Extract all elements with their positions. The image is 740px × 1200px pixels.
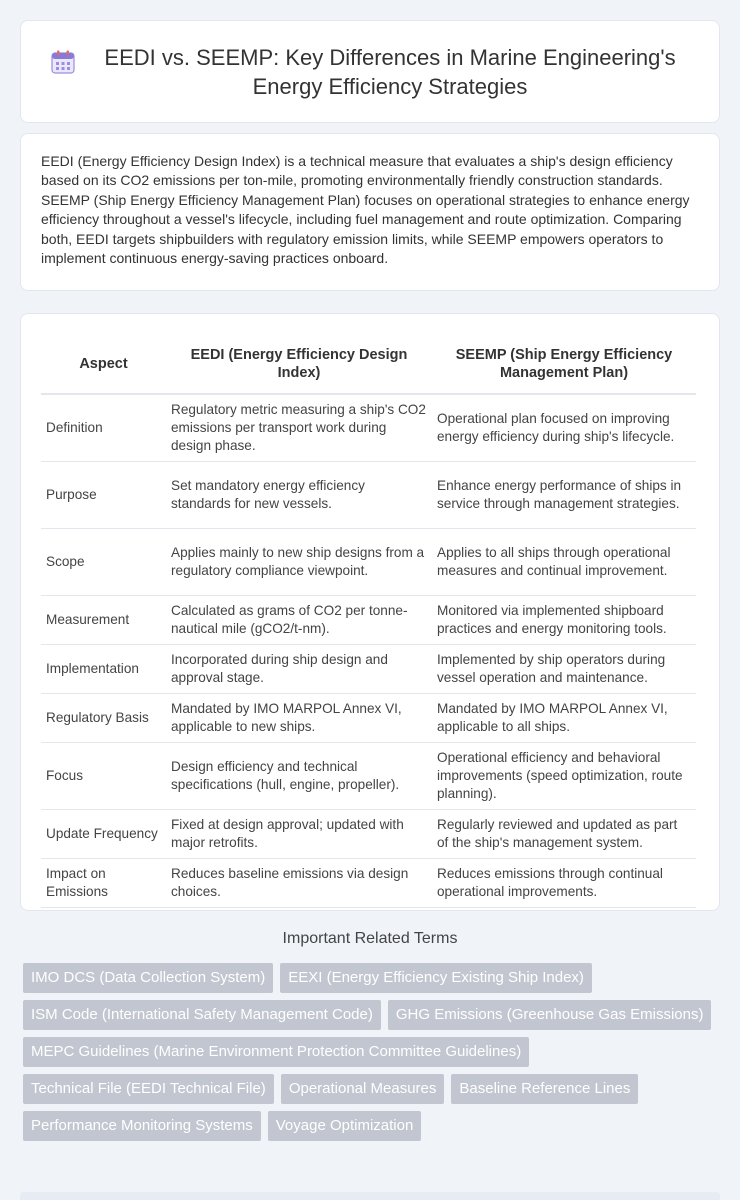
comparison-table [41,334,696,908]
header-seemp: SEEMP (Ship Energy Efficiency Management Plan) [432,334,696,394]
cell-eedi: Calculated as grams of CO2 per tonne-nautical mile (gCO2/t-nm). [166,595,432,644]
cell-eedi: Fixed at design approval; updated with major retrofits. [166,809,432,858]
related-term-tag[interactable]: EEXI (Energy Efficiency Existing Ship Index) [280,963,592,993]
table-row [41,644,696,693]
footer-strip [20,1192,720,1200]
cell-seemp: Operational plan focused on improving energy efficiency during ship's lifecycle. [432,394,696,461]
table-row [41,595,696,644]
related-term-tag[interactable]: Technical File (EEDI Technical File) [23,1074,274,1104]
cell-seemp: Implemented by ship operators during vessel operation and maintenance. [432,644,696,693]
related-term-tag[interactable]: Operational Measures [281,1074,445,1104]
table-row [41,394,696,461]
cell-eedi: Reduces baseline emissions via design choices. [166,858,432,907]
intro-paragraph: EEDI (Energy Efficiency Design Index) is a technical measure that evaluates a ship's design efficiency based on its CO2 emissions per ton-mile, promoting environmentally friendly construction standards. SEEMP (Ship Energy Efficiency Management Plan) focuses on operational strategies to enhance energy efficiency throughout a vessel's lifecycle, including fuel management and route optimization. Comparing both, EEDI targets shipbuilders with regulatory emission limits, while SEEMP empowers operators to implement continuous energy-saving practices onboard. [41,153,690,267]
cell-eedi: Incorporated during ship design and approval stage. [166,644,432,693]
calendar-icon [50,49,76,75]
cell-aspect: Measurement [41,595,166,644]
table-row [41,528,696,595]
related-terms-title: Important Related Terms [282,930,458,947]
related-term-tag[interactable]: Baseline Reference Lines [451,1074,638,1104]
related-term-tag[interactable]: Voyage Optimization [268,1111,422,1141]
related-term-tag[interactable]: GHG Emissions (Greenhouse Gas Emissions) [388,1000,712,1030]
cell-aspect: Impact on Emissions [41,858,166,907]
cell-aspect: Implementation [41,644,166,693]
table-row [41,742,696,809]
page-title: EEDI vs. SEEMP: Key Differences in Marine Engineering's Energy Efficiency Strategies [104,44,676,99]
cell-eedi: Mandated by IMO MARPOL Annex VI, applicable to new ships. [166,693,432,742]
cell-aspect: Purpose [41,461,166,528]
table-row [41,693,696,742]
header-card [20,20,720,123]
cell-eedi: Set mandatory energy efficiency standards for new vessels. [166,461,432,528]
cell-seemp: Applies to all ships through operational measures and continual improvement. [432,528,696,595]
cell-eedi: Regulatory metric measuring a ship's CO2 emissions per transport work during design phase. [166,394,432,461]
related-terms-list [23,963,723,1141]
cell-seemp: Reduces emissions through continual operational improvements. [432,858,696,907]
cell-aspect: Scope [41,528,166,595]
cell-aspect: Update Frequency [41,809,166,858]
comparison-table-card [20,313,720,911]
header-aspect: Aspect [41,334,166,394]
table-row [41,461,696,528]
title-wrap [50,43,690,101]
cell-seemp: Regularly reviewed and updated as part of the ship's management system. [432,809,696,858]
cell-seemp: Operational efficiency and behavioral improvements (speed optimization, route planning). [432,742,696,809]
table-row [41,809,696,858]
cell-seemp: Enhance energy performance of ships in service through management strategies. [432,461,696,528]
table-row [41,858,696,907]
cell-aspect: Definition [41,394,166,461]
cell-seemp: Monitored via implemented shipboard practices and energy monitoring tools. [432,595,696,644]
related-term-tag[interactable]: IMO DCS (Data Collection System) [23,963,273,993]
cell-eedi: Applies mainly to new ship designs from a regulatory compliance viewpoint. [166,528,432,595]
related-term-tag[interactable]: Performance Monitoring Systems [23,1111,261,1141]
related-term-tag[interactable]: ISM Code (International Safety Management Code) [23,1000,381,1030]
cell-eedi: Design efficiency and technical specifications (hull, engine, propeller). [166,742,432,809]
cell-aspect: Focus [41,742,166,809]
cell-aspect: Regulatory Basis [41,693,166,742]
cell-seemp: Mandated by IMO MARPOL Annex VI, applicable to all ships. [432,693,696,742]
table-header-row [41,334,696,394]
intro-card [20,133,720,291]
header-eedi: EEDI (Energy Efficiency Design Index) [166,334,432,394]
related-term-tag[interactable]: MEPC Guidelines (Marine Environment Protection Committee Guidelines) [23,1037,529,1067]
